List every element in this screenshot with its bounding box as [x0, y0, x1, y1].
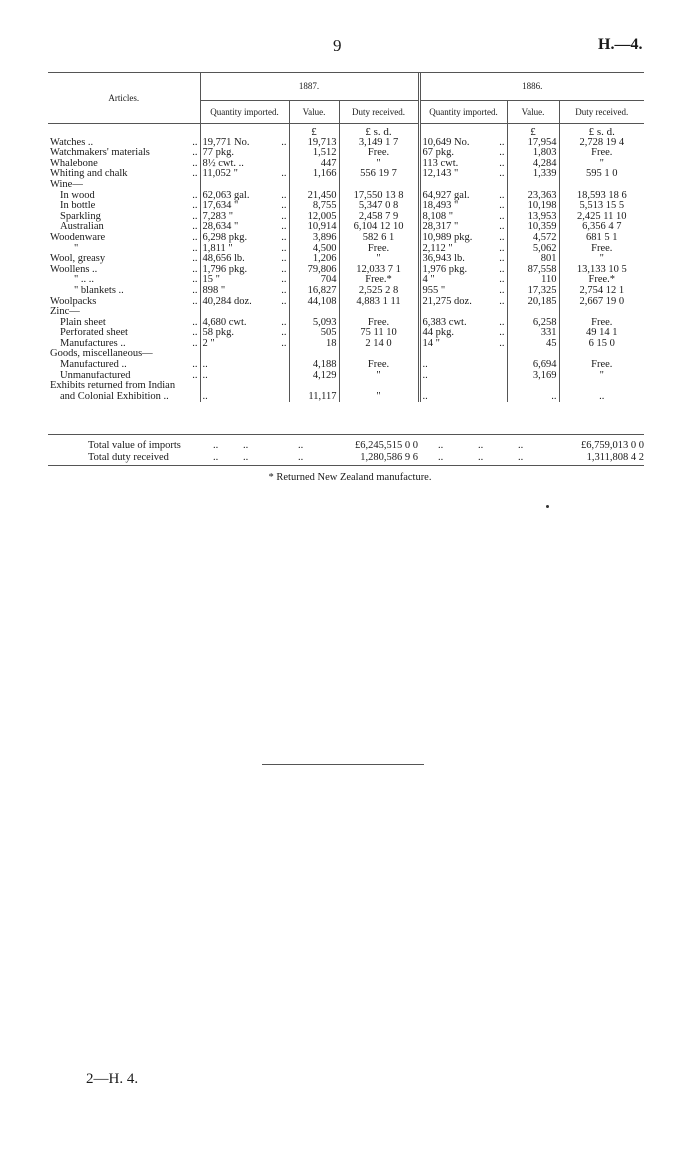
quantity-1887-cell: 48,656 lb. .. [200, 254, 289, 265]
duty-1887-header: Duty received. [339, 101, 419, 124]
quantity-1887-cell: .. [200, 392, 289, 403]
value-1887-cell: 5,093 [289, 318, 339, 329]
quantity-1887-cell: .. [200, 360, 289, 371]
article-cell: Woodenware .. [48, 233, 200, 244]
duty-unit-1887: £ s. d. [339, 127, 419, 138]
article-cell: Australian .. [48, 222, 200, 233]
duty-1886-cell: 2,425 11 10 [577, 211, 627, 222]
quantity-1886-header: Quantity imported. [419, 101, 507, 124]
quantity-1887-cell: 8½ cwt. .. [200, 159, 289, 170]
duty-1887-cell: 75 11 10 [339, 328, 419, 339]
quantity-1886-cell [419, 307, 507, 318]
value-1887-cell: 1,512 [289, 148, 339, 159]
value-1887-cell [289, 349, 339, 360]
duty-1887-cell: Free. [339, 244, 419, 255]
value-1886-cell: .. [507, 392, 559, 403]
duty-1887-cell [339, 381, 419, 392]
duty-1887-cell: " [339, 159, 419, 170]
duty-1886-cell [559, 307, 644, 318]
duty-1886-cell: 6,356 4 7 [582, 222, 622, 233]
duty-1886-cell: 5,513 15 5 [579, 201, 625, 212]
article-cell: Unmanufactured .. [48, 371, 200, 382]
value-1886-cell: 45 [507, 339, 559, 350]
duty-1887-cell [339, 307, 419, 318]
duty-1887-cell: 556 19 7 [339, 169, 419, 180]
quantity-1887-cell: 2 " .. [200, 339, 289, 350]
quantity-1887-cell: 11,052 " .. [200, 169, 289, 180]
article-cell: Watchmakers' materials .. [48, 148, 200, 159]
duty-1887-cell: 582 6 1 [339, 233, 419, 244]
duty-1886-cell: " [599, 254, 604, 265]
total-imports-1887: £6,245,515 0 0 [355, 440, 418, 451]
quantity-1886-cell: 36,943 lb. .. [419, 254, 507, 265]
duty-1886-header: Duty received. [575, 106, 629, 117]
table-row [48, 244, 644, 255]
value-1887-cell: 1,166 [289, 169, 339, 180]
table-row [48, 297, 644, 308]
quantity-1886-cell: 1,976 pkg. .. [419, 265, 507, 276]
units-row [48, 127, 644, 138]
value-1887-header: Value. [289, 101, 339, 124]
value-1886-cell: 87,558 [507, 265, 559, 276]
duty-1887-cell [339, 349, 419, 360]
article-cell: Manufactures .. .. [48, 339, 200, 350]
table-row [48, 159, 644, 170]
value-1886-cell [507, 180, 559, 191]
duty-1886-cell: 2,667 19 0 [579, 296, 625, 307]
quantity-1886-cell: 955 " .. [419, 286, 507, 297]
quantity-1886-cell: 10,649 No. .. [419, 138, 507, 149]
quantity-1886-cell: 64,927 gal. .. [419, 191, 507, 202]
quantity-1887-cell: 58 pkg. .. [200, 328, 289, 339]
quantity-1887-cell: 19,771 No. .. [200, 138, 289, 149]
article-cell: Plain sheet .. [48, 318, 200, 329]
article-cell: Whalebone .. [48, 159, 200, 170]
value-1886-cell: 6,258 [507, 318, 559, 329]
value-1886-cell: 6,694 [507, 360, 559, 371]
article-cell: Wine— [48, 180, 200, 191]
quantity-1886-cell [419, 381, 507, 392]
value-1887-cell: 4,129 [289, 371, 339, 382]
table-row [48, 265, 644, 276]
duty-1887-cell: " [339, 254, 419, 265]
value-1887-cell: 447 [289, 159, 339, 170]
total-duty-1887: 1,280,586 9 6 [360, 451, 418, 463]
quantity-1886-cell: 6,383 cwt. .. [419, 318, 507, 329]
duty-1886-cell: 49 14 1 [586, 328, 618, 339]
quantity-1886-cell: 10,989 pkg. .. [419, 233, 507, 244]
quantity-1887-cell [200, 307, 289, 318]
quantity-1887-cell: 1,796 pkg. .. [200, 265, 289, 276]
duty-1886-cell: 13,133 10 5 [576, 264, 627, 275]
value-1886-header: Value. [507, 101, 559, 124]
quantity-1886-cell: .. [419, 392, 507, 403]
quantity-1886-cell: .. [419, 360, 507, 371]
table-row [48, 381, 644, 392]
table-row [48, 233, 644, 244]
quantity-1887-cell: 40,284 doz. .. [200, 297, 289, 308]
value-1887-cell [289, 180, 339, 191]
totals-top-rule [48, 434, 644, 435]
total-duty-row: Total duty received .. .. .. 1,280,586 9 6 .. .. .. 1,311,808 4 2 [88, 451, 644, 463]
duty-1887-cell: Free.* [339, 275, 419, 286]
article-cell: Perforated sheet .. [48, 328, 200, 339]
value-1887-cell: 505 [289, 328, 339, 339]
quantity-1886-cell: 2,112 " .. [419, 244, 507, 255]
total-duty-1886: 1,311,808 4 2 [586, 451, 644, 463]
duty-1886-cell: Free.* [588, 275, 616, 286]
value-1886-cell: 10,359 [507, 222, 559, 233]
article-cell: In wood .. [48, 191, 200, 202]
totals-bottom-rule [48, 465, 644, 466]
table-row [48, 222, 644, 233]
quantity-1887-cell: .. [200, 371, 289, 382]
duty-1887-cell: 17,550 13 8 [339, 191, 419, 202]
duty-1887-cell: 5,347 0 8 [339, 201, 419, 212]
value-unit-1886: £ [507, 127, 559, 138]
table-row [48, 318, 644, 329]
value-1886-cell: 20,185 [507, 297, 559, 308]
value-1886-cell: 3,169 [507, 371, 559, 382]
page-number: 9 [333, 36, 342, 55]
value-1887-cell: 79,806 [289, 265, 339, 276]
quantity-1886-cell: 18,493 " .. [419, 201, 507, 212]
duty-1887-cell: 2 14 0 [339, 339, 419, 350]
quantity-1887-cell: 898 " .. [200, 286, 289, 297]
quantity-1887-cell: 77 pkg. [200, 148, 289, 159]
quantity-1886-cell [419, 180, 507, 191]
value-1887-cell [289, 307, 339, 318]
value-1887-cell: 16,827 [289, 286, 339, 297]
value-1887-cell: 12,005 [289, 212, 339, 223]
duty-1887-cell: Free. [339, 360, 419, 371]
duty-1886-cell [559, 381, 644, 392]
duty-1886-cell: 2,728 19 4 [579, 137, 625, 148]
quantity-1886-cell: 21,275 doz. .. [419, 297, 507, 308]
table-row [48, 180, 644, 191]
quantity-1886-cell: 28,317 " .. [419, 222, 507, 233]
value-1887-cell: 11,117 [289, 392, 339, 403]
imports-table [48, 73, 644, 402]
value-1886-cell: 17,954 [507, 138, 559, 149]
duty-1887-cell: " [339, 392, 419, 403]
value-1886-cell: 5,062 [507, 244, 559, 255]
value-1887-cell: 18 [289, 339, 339, 350]
table-row [48, 339, 644, 350]
duty-1886-cell: .. [599, 391, 605, 402]
duty-1886-cell: 595 1 0 [586, 169, 618, 180]
articles-header: Articles. [48, 73, 200, 124]
value-1887-cell: 704 [289, 275, 339, 286]
value-1886-cell: 23,363 [507, 191, 559, 202]
article-cell: Whiting and chalk .. [48, 169, 200, 180]
value-1887-cell: 44,108 [289, 297, 339, 308]
article-cell: Woollens .. .. [48, 265, 200, 276]
value-1886-cell: 4,284 [507, 159, 559, 170]
value-1886-cell: 13,953 [507, 212, 559, 223]
duty-1886-cell: Free. [591, 360, 613, 371]
table-row [48, 201, 644, 212]
value-1887-cell: 10,914 [289, 222, 339, 233]
table-row [48, 275, 644, 286]
quantity-1886-cell [419, 349, 507, 360]
footer-reference: 2—H. 4. [86, 1071, 139, 1087]
value-1886-cell: 331 [507, 328, 559, 339]
article-cell: Zinc— [48, 307, 200, 318]
quantity-1887-cell [200, 180, 289, 191]
table-row [48, 349, 644, 360]
value-1886-cell: 1,339 [507, 169, 559, 180]
quantity-1886-cell: .. [419, 371, 507, 382]
value-1886-cell: 110 [507, 275, 559, 286]
section-divider [262, 764, 424, 765]
table-row [48, 148, 644, 159]
value-1886-cell: 801 [507, 254, 559, 265]
value-1886-cell: 4,572 [507, 233, 559, 244]
duty-1886-cell: " [599, 158, 604, 169]
table-row [48, 286, 644, 297]
value-1887-cell: 21,450 [289, 191, 339, 202]
total-imports-1886: £6,759,013 0 0 [581, 440, 644, 451]
duty-1886-cell: Free. [591, 243, 613, 254]
quantity-1887-cell: 17,634 " .. [200, 201, 289, 212]
value-1887-cell: 4,188 [289, 360, 339, 371]
duty-1887-cell: 4,883 1 11 [339, 297, 419, 308]
quantity-1886-cell: 67 pkg. .. [419, 148, 507, 159]
duty-1887-cell: 3,149 1 7 [339, 138, 419, 149]
value-1886-cell: 17,325 [507, 286, 559, 297]
duty-1887-cell: 12,033 7 1 [339, 265, 419, 276]
value-1887-cell: 19,713 [289, 138, 339, 149]
quantity-1887-header: Quantity imported. [200, 101, 289, 124]
duty-1887-cell: 2,525 2 8 [339, 286, 419, 297]
quantity-1886-cell: 12,143 " .. [419, 169, 507, 180]
duty-1887-cell: Free. [339, 318, 419, 329]
table-row [48, 328, 644, 339]
duty-1886-cell: Free. [591, 317, 613, 328]
duty-1886-cell: 2,754 12 1 [579, 285, 625, 296]
value-1886-cell [507, 307, 559, 318]
quantity-1887-cell: 4,680 cwt. .. [200, 318, 289, 329]
value-1887-cell: 1,206 [289, 254, 339, 265]
table-row [48, 254, 644, 265]
table-row [48, 212, 644, 223]
duty-1886-cell: 18,593 18 6 [576, 190, 627, 201]
quantity-1887-cell: 62,063 gal. .. [200, 191, 289, 202]
table-row [48, 138, 644, 149]
table-row [48, 307, 644, 318]
total-imports-label: Total value of imports [88, 440, 181, 451]
quantity-1887-cell [200, 381, 289, 392]
article-cell: Wool, greasy .. [48, 254, 200, 265]
value-1887-cell [289, 381, 339, 392]
table-row [48, 392, 644, 403]
totals-block [48, 440, 644, 463]
duty-1887-cell: 6,104 12 10 [339, 222, 419, 233]
year-1886-header: 1886. [419, 73, 644, 101]
duty-1887-cell: Free. [339, 148, 419, 159]
quantity-1886-cell: 44 pkg. .. [419, 328, 507, 339]
article-cell: In bottle .. [48, 201, 200, 212]
duty-1886-cell: Free. [591, 148, 613, 159]
article-cell: Woolpacks .. [48, 297, 200, 308]
quantity-1886-cell: 4 " .. [419, 275, 507, 286]
quantity-1887-cell: 1,811 " .. [200, 244, 289, 255]
total-imports-row: Total value of imports .. .. .. £6,245,515 0 0 .. .. .. £6,759,013 0 0 [88, 440, 644, 451]
article-cell: Manufactured .. .. [48, 360, 200, 371]
quantity-1887-cell: 15 " .. [200, 275, 289, 286]
duty-1886-cell: " [599, 370, 604, 381]
quantity-1887-cell [200, 349, 289, 360]
table-row [48, 371, 644, 382]
table-row [48, 191, 644, 202]
quantity-1886-cell: 14 " .. [419, 339, 507, 350]
document-reference: H.—4. [598, 36, 643, 53]
value-1886-cell [507, 381, 559, 392]
quantity-1887-cell: 7,283 " .. [200, 212, 289, 223]
quantity-1887-cell: 6,298 pkg. .. [200, 233, 289, 244]
quantity-1887-cell: 28,634 " .. [200, 222, 289, 233]
duty-unit-1886: £ s. d. [588, 127, 615, 138]
quantity-1886-cell: 113 cwt. .. [419, 159, 507, 170]
article-cell: Goods, miscellaneous— [48, 349, 200, 360]
article-cell: " .. [48, 244, 200, 255]
duty-1886-cell: 681 5 1 [586, 232, 618, 243]
value-1887-cell: 3,896 [289, 233, 339, 244]
duty-1886-cell: 6 15 0 [588, 338, 615, 349]
value-1886-cell: 1,803 [507, 148, 559, 159]
value-1887-cell: 4,500 [289, 244, 339, 255]
value-1887-cell: 8,755 [289, 201, 339, 212]
value-1886-cell [507, 349, 559, 360]
total-duty-label: Total duty received [88, 451, 169, 463]
duty-1887-cell: 2,458 7 9 [339, 212, 419, 223]
table-row [48, 169, 644, 180]
article-cell: " .. .. .. [48, 275, 200, 286]
table-row [48, 360, 644, 371]
duty-1886-cell [559, 349, 644, 360]
year-1887-header: 1887. [200, 73, 419, 101]
duty-1886-cell [559, 180, 644, 191]
article-cell: " blankets .. .. [48, 286, 200, 297]
stray-dot [546, 505, 549, 508]
value-1886-cell: 10,198 [507, 201, 559, 212]
article-cell: and Colonial Exhibition .. [48, 392, 200, 403]
article-cell: Exhibits returned from Indian [48, 381, 200, 392]
article-cell: Sparkling .. [48, 212, 200, 223]
duty-1887-cell: " [339, 371, 419, 382]
footnote: * Returned New Zealand manufacture. [268, 472, 432, 483]
value-unit-1887: £ [289, 127, 339, 138]
article-cell: Watches .. .. [48, 138, 200, 149]
quantity-1886-cell: 8,108 " .. [419, 212, 507, 223]
duty-1887-cell [339, 180, 419, 191]
